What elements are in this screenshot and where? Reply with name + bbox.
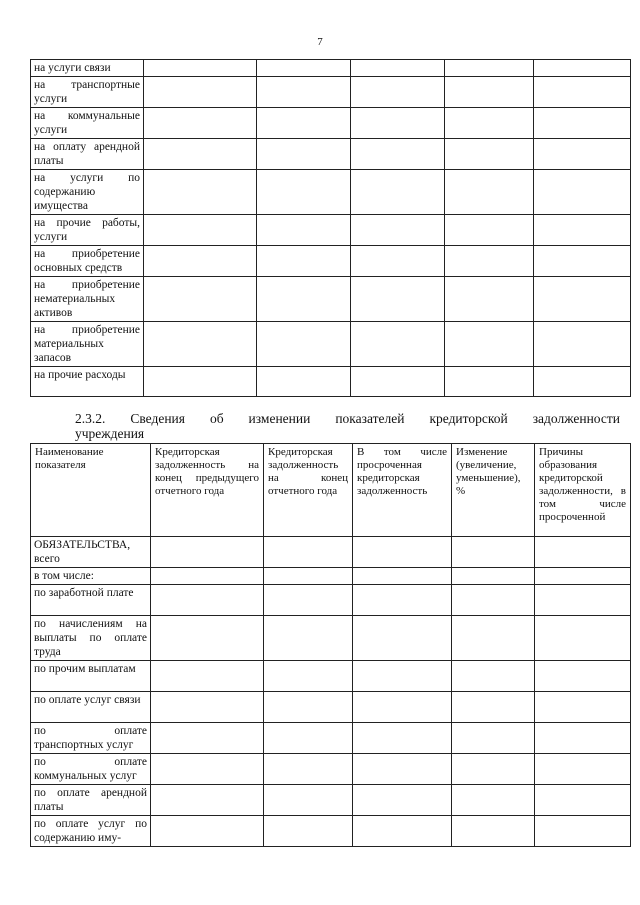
table-cell[interactable]	[353, 785, 452, 816]
table-cell[interactable]	[351, 367, 445, 397]
section-title-continuation: учреждения	[75, 426, 145, 441]
table-cell[interactable]	[151, 537, 264, 568]
table-cell[interactable]	[257, 77, 351, 108]
table-cell[interactable]	[351, 322, 445, 367]
table-header-row	[31, 444, 631, 537]
table-row	[31, 754, 631, 785]
table-cell[interactable]	[351, 77, 445, 108]
table-row	[31, 277, 631, 322]
row-label: в том числе:	[31, 568, 151, 585]
table-cell[interactable]	[534, 139, 631, 170]
table-cell[interactable]	[452, 568, 535, 585]
table-cell[interactable]	[144, 60, 257, 77]
row-label: на коммунальные услуги	[31, 108, 144, 139]
table-cell[interactable]	[351, 108, 445, 139]
table-row	[31, 139, 631, 170]
table-row	[31, 816, 631, 847]
row-label: по прочим выплатам	[31, 661, 151, 692]
table-cell[interactable]	[535, 616, 631, 661]
table-cell[interactable]	[257, 108, 351, 139]
table-cell[interactable]	[257, 139, 351, 170]
table-cell[interactable]	[144, 77, 257, 108]
row-label: на транспортные услуги	[31, 77, 144, 108]
table-cell[interactable]	[452, 616, 535, 661]
payables-table	[30, 443, 631, 847]
table-cell[interactable]	[353, 692, 452, 723]
table-cell[interactable]	[535, 585, 631, 616]
table-cell[interactable]	[535, 692, 631, 723]
table-cell[interactable]	[264, 754, 353, 785]
table-cell[interactable]	[534, 367, 631, 397]
page-number: 7	[317, 36, 323, 48]
row-label: по оплате транспортных услуг	[31, 723, 151, 754]
table-cell[interactable]	[264, 585, 353, 616]
table-cell[interactable]	[144, 367, 257, 397]
column-header: Кредиторская задолженность на конец предыдущего отчетного года	[151, 444, 264, 537]
table-cell[interactable]	[151, 661, 264, 692]
column-header: Причины образования кредиторской задолженности, в том числе просроченной	[535, 444, 631, 537]
table-cell[interactable]	[264, 723, 353, 754]
table-cell[interactable]	[151, 785, 264, 816]
row-label: на прочие работы, услуги	[31, 215, 144, 246]
table-row	[31, 77, 631, 108]
table-cell[interactable]	[264, 616, 353, 661]
table-cell[interactable]	[144, 322, 257, 367]
table-cell[interactable]	[351, 246, 445, 277]
table-cell[interactable]	[151, 616, 264, 661]
table-cell[interactable]	[257, 277, 351, 322]
table-cell[interactable]	[351, 60, 445, 77]
table-cell[interactable]	[534, 215, 631, 246]
table-row	[31, 616, 631, 661]
table-cell[interactable]	[535, 754, 631, 785]
table-cell[interactable]	[445, 277, 534, 322]
table-cell[interactable]	[445, 139, 534, 170]
section-title: 2.3.2. Сведения об изменении показателей кредиторской задолженности	[75, 411, 620, 426]
table-cell[interactable]	[151, 692, 264, 723]
table-cell[interactable]	[264, 568, 353, 585]
table-cell[interactable]	[445, 322, 534, 367]
table-cell[interactable]	[445, 60, 534, 77]
table-cell[interactable]	[534, 322, 631, 367]
table-row	[31, 568, 631, 585]
table-cell[interactable]	[144, 215, 257, 246]
table-cell[interactable]	[452, 754, 535, 785]
table-cell[interactable]	[257, 367, 351, 397]
table-row	[31, 108, 631, 139]
column-header: Изменение (увеличение, уменьшение), %	[452, 444, 535, 537]
table-cell[interactable]	[257, 170, 351, 215]
row-label: по заработной плате	[31, 585, 151, 616]
table-row	[31, 692, 631, 723]
table-cell[interactable]	[353, 568, 452, 585]
table-cell[interactable]	[353, 816, 452, 847]
table-row	[31, 170, 631, 215]
table-cell[interactable]	[445, 367, 534, 397]
table-cell[interactable]	[445, 215, 534, 246]
table-cell[interactable]	[264, 692, 353, 723]
table-cell[interactable]	[151, 585, 264, 616]
table-cell[interactable]	[144, 139, 257, 170]
table-cell[interactable]	[353, 537, 452, 568]
table-cell[interactable]	[535, 816, 631, 847]
table-cell[interactable]	[353, 661, 452, 692]
table-cell[interactable]	[353, 754, 452, 785]
table-cell[interactable]	[257, 215, 351, 246]
table-cell[interactable]	[445, 246, 534, 277]
column-header: Наименование показателя	[31, 444, 151, 537]
table-row	[31, 585, 631, 616]
table-cell[interactable]	[151, 754, 264, 785]
table-cell[interactable]	[351, 277, 445, 322]
table-cell[interactable]	[535, 537, 631, 568]
table-cell[interactable]	[534, 170, 631, 215]
table-cell[interactable]	[151, 568, 264, 585]
table-cell[interactable]	[452, 723, 535, 754]
row-label: на приобретение основных средств	[31, 246, 144, 277]
table-cell[interactable]	[535, 785, 631, 816]
table-cell[interactable]	[445, 170, 534, 215]
table-cell[interactable]	[351, 139, 445, 170]
table-row	[31, 60, 631, 77]
table-cell[interactable]	[144, 246, 257, 277]
table-cell[interactable]	[534, 77, 631, 108]
table-cell[interactable]	[151, 816, 264, 847]
table-cell[interactable]	[452, 537, 535, 568]
table-cell[interactable]	[264, 785, 353, 816]
row-label: на прочие расходы	[31, 367, 144, 397]
table-row	[31, 215, 631, 246]
table-cell[interactable]	[257, 246, 351, 277]
table-row	[31, 661, 631, 692]
table-cell[interactable]	[264, 816, 353, 847]
table-cell[interactable]	[351, 170, 445, 215]
table-row	[31, 723, 631, 754]
table-row	[31, 246, 631, 277]
row-label: по начислениям на выплаты по оплате труда	[31, 616, 151, 661]
table-cell[interactable]	[144, 108, 257, 139]
table-cell[interactable]	[353, 723, 452, 754]
column-header: Кредиторская задолженность на конец отчетного года	[264, 444, 353, 537]
expenses-table	[30, 59, 631, 397]
table-row	[31, 785, 631, 816]
table-cell[interactable]	[452, 661, 535, 692]
table-row	[31, 322, 631, 367]
table-cell[interactable]	[535, 568, 631, 585]
table-cell[interactable]	[452, 816, 535, 847]
row-label: на приобретение материальных запасов	[31, 322, 144, 367]
table-cell[interactable]	[144, 170, 257, 215]
table-cell[interactable]	[144, 277, 257, 322]
row-label: по оплате услуг связи	[31, 692, 151, 723]
table-cell[interactable]	[534, 60, 631, 77]
table-cell[interactable]	[257, 60, 351, 77]
row-label: по оплате услуг по содержанию иму-	[31, 816, 151, 847]
table-cell[interactable]	[353, 585, 452, 616]
table-row	[31, 537, 631, 568]
row-label: на услуги по содержанию имущества	[31, 170, 144, 215]
table-cell[interactable]	[535, 723, 631, 754]
table-row	[31, 367, 631, 397]
table-cell[interactable]	[452, 692, 535, 723]
table-cell[interactable]	[445, 77, 534, 108]
table-cell[interactable]	[452, 785, 535, 816]
column-header: В том числе просроченная кредиторская задолженность	[353, 444, 452, 537]
table-cell[interactable]	[264, 537, 353, 568]
table-cell[interactable]	[534, 108, 631, 139]
table-cell[interactable]	[534, 277, 631, 322]
table-cell[interactable]	[264, 661, 353, 692]
row-label: по оплате арендной платы	[31, 785, 151, 816]
row-label: на оплату арендной платы	[31, 139, 144, 170]
row-label: на услуги связи	[31, 60, 144, 77]
row-label: ОБЯЗАТЕЛЬСТВА, всего	[31, 537, 151, 568]
table-cell[interactable]	[535, 661, 631, 692]
table-cell[interactable]	[353, 616, 452, 661]
table-cell[interactable]	[351, 215, 445, 246]
table-cell[interactable]	[151, 723, 264, 754]
table-cell[interactable]	[445, 108, 534, 139]
table-cell[interactable]	[452, 585, 535, 616]
table-cell[interactable]	[534, 246, 631, 277]
row-label: на приобретение нематериальных активов	[31, 277, 144, 322]
row-label: по оплате коммунальных услуг	[31, 754, 151, 785]
table-cell[interactable]	[257, 322, 351, 367]
